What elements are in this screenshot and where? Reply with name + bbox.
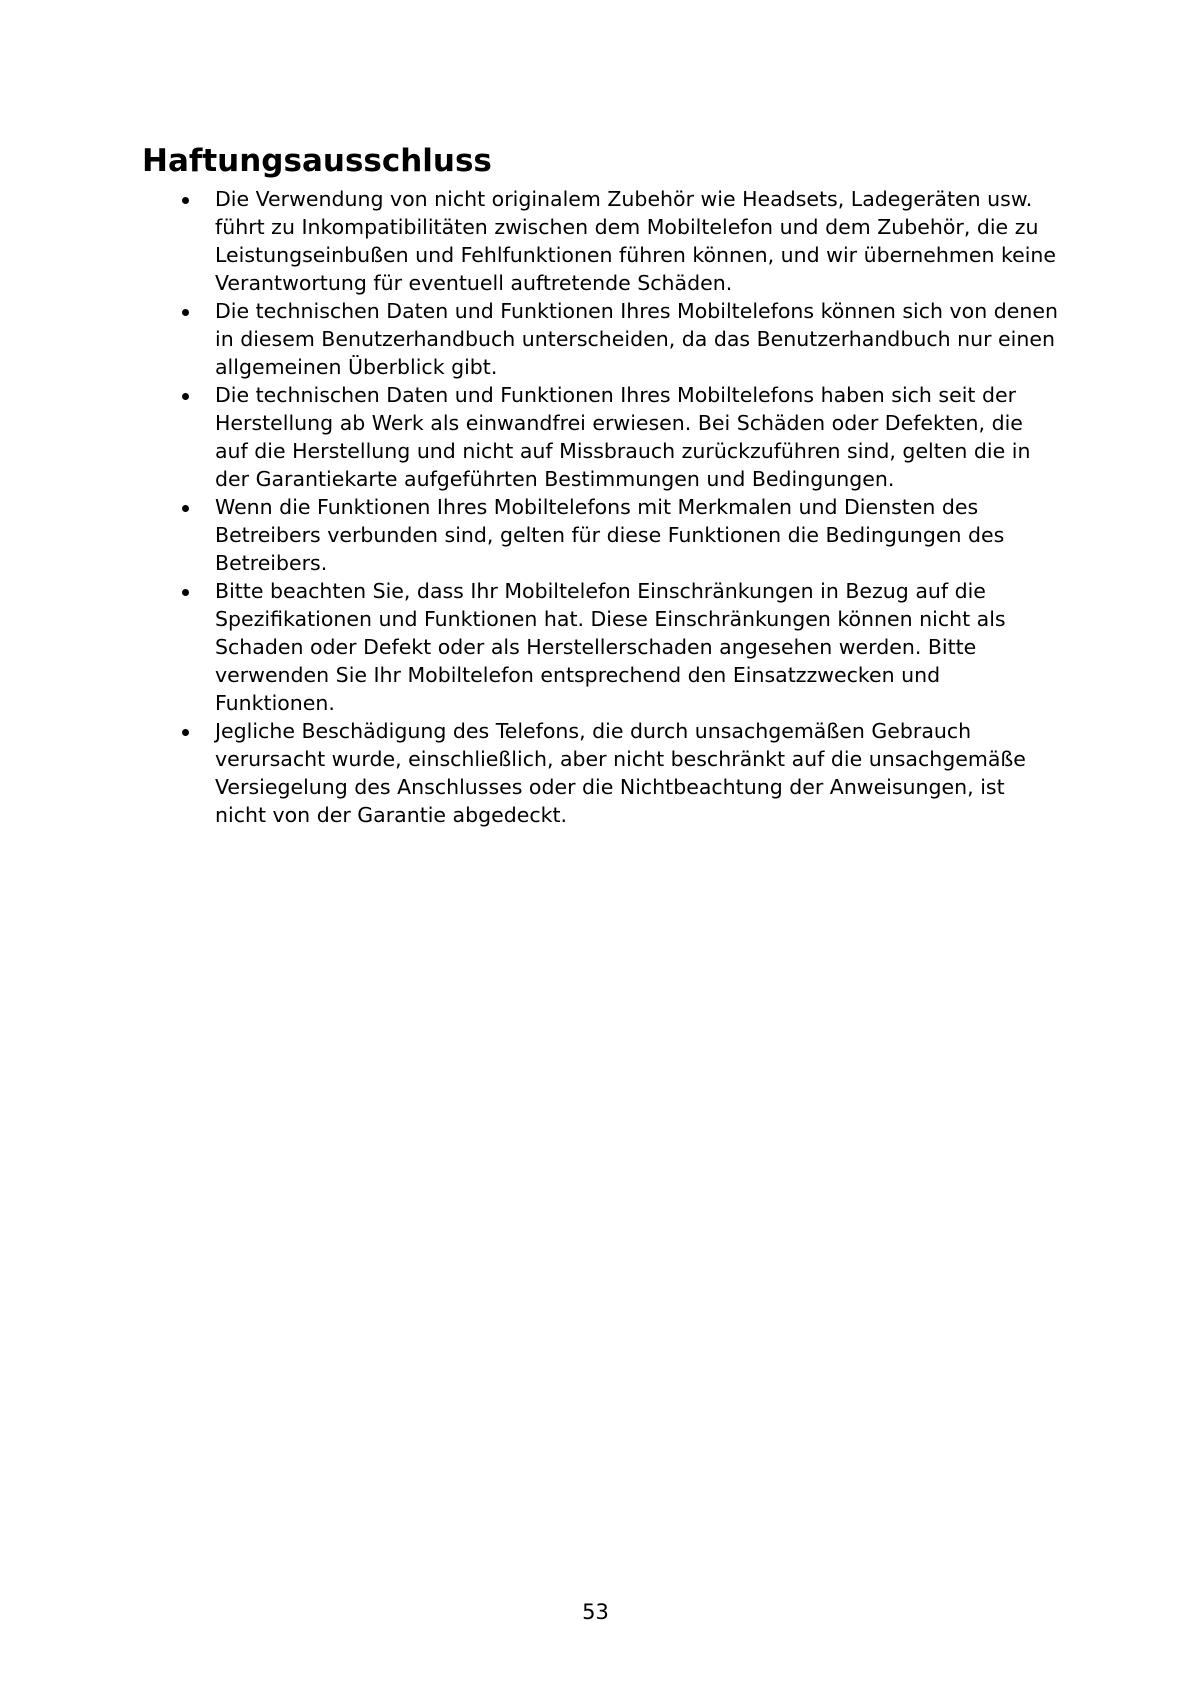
- list-item-text: Die Verwendung von nicht originalem Zubehör wie Headsets, Ladegeräten usw. führt zu Inkompatibilitäten zwischen dem Mobiltelefon und dem Zubehör, die zu Leistungseinbußen und Fehlfunktionen führen können, und wir übernehmen keine Verantwortung für eventuell auftretende Schäden.: [215, 187, 1057, 295]
- bullet-icon: [182, 393, 189, 400]
- section-heading: Haftungsausschluss: [142, 143, 492, 179]
- list-item-text: Jegliche Beschädigung des Telefons, die durch unsachgemäßen Gebrauch verursacht wurde, einschließlich, aber nicht beschränkt auf die unsachgemäße Versiegelung des Anschlusses oder die Nichtbeachtung der Anweisungen, ist nicht von der Garantie abgedeckt.: [215, 719, 1026, 827]
- list-item-text: Bitte beachten Sie, dass Ihr Mobiltelefon Einschränkungen in Bezug auf die Spezifikationen und Funktionen hat. Diese Einschränkungen können nicht als Schaden oder Defekt oder als Herstellerschaden angesehen werden. Bitte verwenden Sie Ihr Mobiltelefon entsprechend den Einsatzzwecken und Funktionen.: [215, 579, 1006, 715]
- list-item: [178, 185, 1058, 297]
- page-number: 53: [582, 1600, 609, 1624]
- bullet-icon: [182, 729, 189, 736]
- list-item-text: Die technischen Daten und Funktionen Ihres Mobiltelefons haben sich seit der Herstellung ab Werk als einwandfrei erwiesen. Bei Schäden oder Defekten, die auf die Herstellung und nicht auf Missbrauch zurückzuführen sind, gelten die in der Garantiekarte aufgeführten Bestimmungen und Bedingungen.: [215, 383, 1031, 491]
- bullet-icon: [182, 197, 189, 204]
- list-item-text: Die technischen Daten und Funktionen Ihres Mobiltelefons können sich von denen in diesem Benutzerhandbuch unterscheiden, da das Benutzerhandbuch nur einen allgemeinen Überblick gibt.: [215, 299, 1058, 379]
- list-item: [178, 297, 1058, 381]
- list-item: [178, 493, 1058, 577]
- list-item-text: Wenn die Funktionen Ihres Mobiltelefons mit Merkmalen und Diensten des Betreibers verbunden sind, gelten für diese Funktionen die Bedingungen des Betreibers.: [215, 495, 1005, 575]
- list-item: [178, 381, 1058, 493]
- list-item: [178, 717, 1058, 829]
- bullet-icon: [182, 505, 189, 512]
- disclaimer-list: [178, 185, 1058, 829]
- bullet-icon: [182, 309, 189, 316]
- list-item: [178, 577, 1058, 717]
- bullet-icon: [182, 589, 189, 596]
